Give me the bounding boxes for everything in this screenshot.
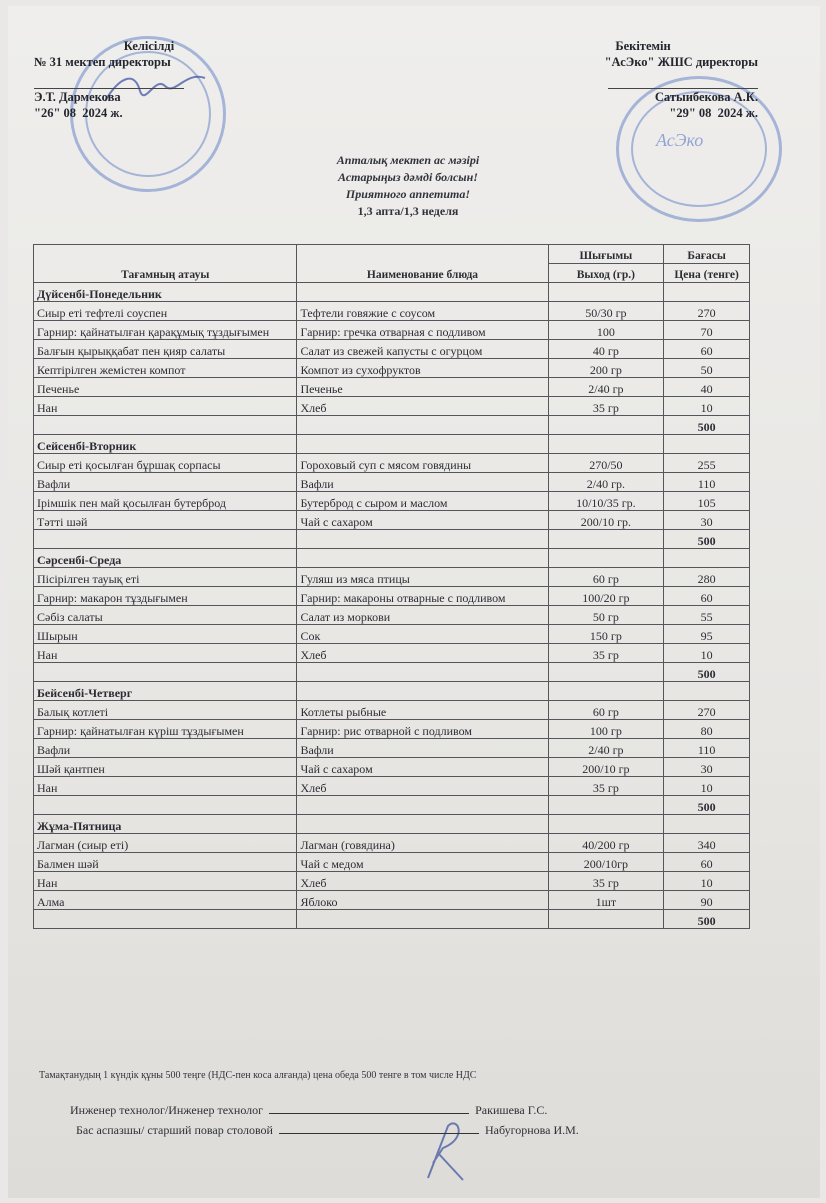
yield-cell: 50/30 гр bbox=[548, 302, 664, 321]
price-cell: 50 bbox=[664, 359, 750, 378]
dish-ru: Хлеб bbox=[297, 777, 548, 796]
price-cell: 60 bbox=[664, 853, 750, 872]
table-row bbox=[34, 853, 750, 872]
price-cell: 270 bbox=[664, 302, 750, 321]
dish-ru: Тефтели говяжие с соусом bbox=[297, 302, 548, 321]
empty-cell bbox=[548, 663, 664, 682]
day-name: Дүйсенбі-Понедельник bbox=[34, 283, 297, 302]
company-stamp-text: АсЭко bbox=[656, 130, 704, 150]
dish-ru: Гуляш из мяса птицы bbox=[297, 568, 548, 587]
approval-right bbox=[528, 38, 758, 121]
dish-kz: Сиыр еті тефтелі соуспен bbox=[34, 302, 297, 321]
dish-ru: Котлеты рыбные bbox=[297, 701, 548, 720]
day-total: 500 bbox=[664, 796, 750, 815]
day-header-row bbox=[34, 682, 750, 701]
title-line-3: Приятного аппетита! bbox=[345, 187, 471, 201]
menu-title bbox=[268, 152, 548, 220]
date-year: 2024 ж. bbox=[717, 106, 758, 120]
empty-cell bbox=[34, 530, 297, 549]
approval-left-name: Э.Т. Дармекова bbox=[34, 90, 121, 104]
table-row bbox=[34, 834, 750, 853]
dish-kz: Сәбіз салаты bbox=[34, 606, 297, 625]
yield-cell: 60 гр bbox=[548, 568, 664, 587]
dish-ru: Яблоко bbox=[297, 891, 548, 910]
yield-cell: 200 гр bbox=[548, 359, 664, 378]
dish-kz: Нан bbox=[34, 397, 297, 416]
empty-cell bbox=[297, 663, 548, 682]
empty-cell bbox=[548, 815, 664, 834]
price-cell: 30 bbox=[664, 511, 750, 530]
empty-cell bbox=[297, 549, 548, 568]
table-row bbox=[34, 492, 750, 511]
signature-line bbox=[608, 74, 758, 89]
table-row bbox=[34, 777, 750, 796]
empty-cell bbox=[548, 283, 664, 302]
date-day: 29 bbox=[676, 106, 689, 120]
day-name: Жұма-Пятница bbox=[34, 815, 297, 834]
table-row bbox=[34, 473, 750, 492]
day-header-row bbox=[34, 549, 750, 568]
header-price-kz: Бағасы bbox=[664, 245, 750, 264]
yield-cell: 100 гр bbox=[548, 720, 664, 739]
dish-ru: Гарнир: макароны отварные с подливом bbox=[297, 587, 548, 606]
approval-left-position: № 31 мектеп директоры bbox=[34, 55, 171, 69]
empty-cell bbox=[297, 435, 548, 454]
dish-ru: Вафли bbox=[297, 739, 548, 758]
document-page bbox=[8, 6, 820, 1198]
date-month: 08 bbox=[63, 106, 77, 120]
dish-ru: Гарнир: рис отварной с подливом bbox=[297, 720, 548, 739]
empty-cell bbox=[548, 682, 664, 701]
date-month: 08 bbox=[698, 106, 712, 120]
dish-ru: Компот из сухофруктов bbox=[297, 359, 548, 378]
price-cell: 105 bbox=[664, 492, 750, 511]
table-row bbox=[34, 321, 750, 340]
dish-ru: Чай с сахаром bbox=[297, 758, 548, 777]
dish-kz: Гарнир: қайнатылған күріш тұздығымен bbox=[34, 720, 297, 739]
dish-kz: Пісірілген тауық еті bbox=[34, 568, 297, 587]
dish-kz: Балғын қырыққабат пен қияр салаты bbox=[34, 340, 297, 359]
cook-label: Бас аспазшы/ старший повар столовой bbox=[76, 1123, 273, 1137]
table-row bbox=[34, 644, 750, 663]
day-header-row bbox=[34, 815, 750, 834]
dish-kz: Шәй қантпен bbox=[34, 758, 297, 777]
yield-cell: 200/10 гр bbox=[548, 758, 664, 777]
dish-kz: Нан bbox=[34, 872, 297, 891]
yield-cell: 50 гр bbox=[548, 606, 664, 625]
total-row bbox=[34, 663, 750, 682]
price-note: Тамақтанудың 1 күндік құны 500 теңге (НДС-пен коса алғанда) цена обеда 500 тенге в том числе НДС bbox=[39, 1070, 477, 1081]
empty-cell bbox=[664, 549, 750, 568]
approval-right-title: Бекітемін bbox=[615, 39, 671, 53]
yield-cell: 2/40 гр bbox=[548, 378, 664, 397]
price-cell: 280 bbox=[664, 568, 750, 587]
header-price-ru: Цена (тенге) bbox=[664, 264, 750, 283]
dish-ru: Салат из свежей капусты с огурцом bbox=[297, 340, 548, 359]
dish-ru: Сок bbox=[297, 625, 548, 644]
day-total: 500 bbox=[664, 416, 750, 435]
yield-cell: 35 гр bbox=[548, 777, 664, 796]
dish-kz: Нан bbox=[34, 777, 297, 796]
price-cell: 340 bbox=[664, 834, 750, 853]
dish-ru: Хлеб bbox=[297, 397, 548, 416]
dish-ru: Бутерброд с сыром и маслом bbox=[297, 492, 548, 511]
yield-cell: 100/20 гр bbox=[548, 587, 664, 606]
yield-cell: 10/10/35 гр. bbox=[548, 492, 664, 511]
dish-kz: Тәтті шәй bbox=[34, 511, 297, 530]
dish-ru: Лагман (говядина) bbox=[297, 834, 548, 853]
price-cell: 90 bbox=[664, 891, 750, 910]
table-row bbox=[34, 625, 750, 644]
price-cell: 30 bbox=[664, 758, 750, 777]
price-cell: 40 bbox=[664, 378, 750, 397]
dish-ru: Печенье bbox=[297, 378, 548, 397]
price-cell: 95 bbox=[664, 625, 750, 644]
table-row bbox=[34, 758, 750, 777]
table-row bbox=[34, 359, 750, 378]
dish-kz: Балық котлеті bbox=[34, 701, 297, 720]
table-row bbox=[34, 872, 750, 891]
title-line-1: Апталық мектеп ас мәзірі bbox=[336, 153, 480, 167]
table-row bbox=[34, 511, 750, 530]
table-row bbox=[34, 302, 750, 321]
cook-name: Набугорнова И.М. bbox=[484, 1123, 579, 1137]
price-cell: 10 bbox=[664, 872, 750, 891]
table-row bbox=[34, 739, 750, 758]
empty-cell bbox=[297, 416, 548, 435]
engineer-name: Ракишева Г.С. bbox=[475, 1103, 548, 1117]
approval-left bbox=[34, 38, 264, 121]
menu-table bbox=[33, 244, 750, 929]
empty-cell bbox=[297, 910, 548, 929]
empty-cell bbox=[664, 435, 750, 454]
price-cell: 110 bbox=[664, 473, 750, 492]
table-row bbox=[34, 720, 750, 739]
title-line-2: Астарыңыз дәмді болсын! bbox=[338, 170, 478, 184]
empty-cell bbox=[34, 796, 297, 815]
price-cell: 10 bbox=[664, 397, 750, 416]
price-cell: 60 bbox=[664, 587, 750, 606]
approval-left-title: Келісілді bbox=[123, 39, 175, 53]
yield-cell: 270/50 bbox=[548, 454, 664, 473]
table-row bbox=[34, 587, 750, 606]
dish-kz: Вафли bbox=[34, 739, 297, 758]
signature-line bbox=[34, 74, 184, 89]
header-dish-ru: Наименование блюда bbox=[297, 245, 548, 283]
yield-cell: 2/40 гр bbox=[548, 739, 664, 758]
empty-cell bbox=[664, 283, 750, 302]
approval-right-position: "АсЭко" ЖШС директоры bbox=[604, 55, 758, 69]
menu-body bbox=[34, 283, 750, 929]
dish-ru: Чай с медом bbox=[297, 853, 548, 872]
empty-cell bbox=[297, 530, 548, 549]
price-cell: 270 bbox=[664, 701, 750, 720]
dish-kz: Гарнир: макарон тұздығымен bbox=[34, 587, 297, 606]
day-header-row bbox=[34, 283, 750, 302]
empty-cell bbox=[297, 796, 548, 815]
day-total: 500 bbox=[664, 910, 750, 929]
empty-cell bbox=[548, 549, 664, 568]
price-cell: 10 bbox=[664, 644, 750, 663]
dish-kz: Шырын bbox=[34, 625, 297, 644]
table-row bbox=[34, 568, 750, 587]
dish-kz: Печенье bbox=[34, 378, 297, 397]
empty-cell bbox=[34, 663, 297, 682]
empty-cell bbox=[297, 815, 548, 834]
date-year: 2024 ж. bbox=[82, 106, 123, 120]
yield-cell: 200/10гр bbox=[548, 853, 664, 872]
yield-cell: 40 гр bbox=[548, 340, 664, 359]
yield-cell: 35 гр bbox=[548, 397, 664, 416]
day-name: Бейсенбі-Четверг bbox=[34, 682, 297, 701]
empty-cell bbox=[664, 682, 750, 701]
yield-cell: 150 гр bbox=[548, 625, 664, 644]
dish-kz: Ірімшік пен май қосылған бутерброд bbox=[34, 492, 297, 511]
table-row bbox=[34, 701, 750, 720]
day-header-row bbox=[34, 435, 750, 454]
empty-cell bbox=[548, 796, 664, 815]
yield-cell: 40/200 гр bbox=[548, 834, 664, 853]
yield-cell: 1шт bbox=[548, 891, 664, 910]
dish-kz: Кептірілген жемістен компот bbox=[34, 359, 297, 378]
table-row bbox=[34, 340, 750, 359]
table-row bbox=[34, 454, 750, 473]
table-row bbox=[34, 378, 750, 397]
dish-kz: Лагман (сиыр еті) bbox=[34, 834, 297, 853]
empty-cell bbox=[34, 910, 297, 929]
price-cell: 60 bbox=[664, 340, 750, 359]
dish-kz: Балмен шәй bbox=[34, 853, 297, 872]
yield-cell: 200/10 гр. bbox=[548, 511, 664, 530]
empty-cell bbox=[297, 682, 548, 701]
table-row bbox=[34, 397, 750, 416]
price-cell: 55 bbox=[664, 606, 750, 625]
empty-cell bbox=[297, 283, 548, 302]
footer-engineer bbox=[70, 1103, 547, 1118]
dish-ru: Хлеб bbox=[297, 872, 548, 891]
dish-kz: Вафли bbox=[34, 473, 297, 492]
empty-cell bbox=[548, 910, 664, 929]
price-cell: 255 bbox=[664, 454, 750, 473]
dish-ru: Гарнир: гречка отварная с подливом bbox=[297, 321, 548, 340]
date-quote: " bbox=[34, 106, 41, 120]
approval-right-date: "29" 08 2024 ж. bbox=[669, 106, 758, 120]
total-row bbox=[34, 796, 750, 815]
signature-line bbox=[269, 1113, 469, 1114]
dish-kz: Алма bbox=[34, 891, 297, 910]
footer-cook bbox=[76, 1123, 579, 1138]
approval-left-date: "26" 08 2024 ж. bbox=[34, 106, 123, 120]
price-cell: 10 bbox=[664, 777, 750, 796]
table-row bbox=[34, 606, 750, 625]
dish-ru: Хлеб bbox=[297, 644, 548, 663]
total-row bbox=[34, 530, 750, 549]
engineer-label: Инженер технолог/Инженер технолог bbox=[70, 1103, 264, 1117]
header-yield-kz: Шығымы bbox=[548, 245, 664, 264]
header-yield-ru: Выход (гр.) bbox=[548, 264, 664, 283]
table-row bbox=[34, 891, 750, 910]
header-dish-kz: Тағамның атауы bbox=[34, 245, 297, 283]
empty-cell bbox=[664, 815, 750, 834]
yield-cell: 35 гр bbox=[548, 872, 664, 891]
dish-kz: Сиыр еті қосылған бұршақ сорпасы bbox=[34, 454, 297, 473]
price-cell: 70 bbox=[664, 321, 750, 340]
date-day: 26 bbox=[40, 106, 54, 120]
dish-kz: Нан bbox=[34, 644, 297, 663]
day-name: Сейсенбі-Вторник bbox=[34, 435, 297, 454]
dish-ru: Вафли bbox=[297, 473, 548, 492]
signature-line bbox=[279, 1133, 479, 1134]
yield-cell: 60 гр bbox=[548, 701, 664, 720]
price-cell: 80 bbox=[664, 720, 750, 739]
empty-cell bbox=[548, 416, 664, 435]
empty-cell bbox=[548, 435, 664, 454]
day-name: Сәрсенбі-Среда bbox=[34, 549, 297, 568]
price-cell: 110 bbox=[664, 739, 750, 758]
total-row bbox=[34, 910, 750, 929]
empty-cell bbox=[34, 416, 297, 435]
empty-cell bbox=[548, 530, 664, 549]
yield-cell: 2/40 гр. bbox=[548, 473, 664, 492]
total-row bbox=[34, 416, 750, 435]
day-total: 500 bbox=[664, 530, 750, 549]
approval-right-name: Сатыибекова А.К. bbox=[654, 90, 758, 104]
dish-ru: Салат из моркови bbox=[297, 606, 548, 625]
dish-ru: Гороховый суп с мясом говядины bbox=[297, 454, 548, 473]
yield-cell: 100 bbox=[548, 321, 664, 340]
dish-kz: Гарнир: қайнатылған қарақұмық тұздығымен bbox=[34, 321, 297, 340]
day-total: 500 bbox=[664, 663, 750, 682]
yield-cell: 35 гр bbox=[548, 644, 664, 663]
dish-ru: Чай с сахаром bbox=[297, 511, 548, 530]
title-week: 1,3 апта/1,3 неделя bbox=[357, 204, 459, 218]
